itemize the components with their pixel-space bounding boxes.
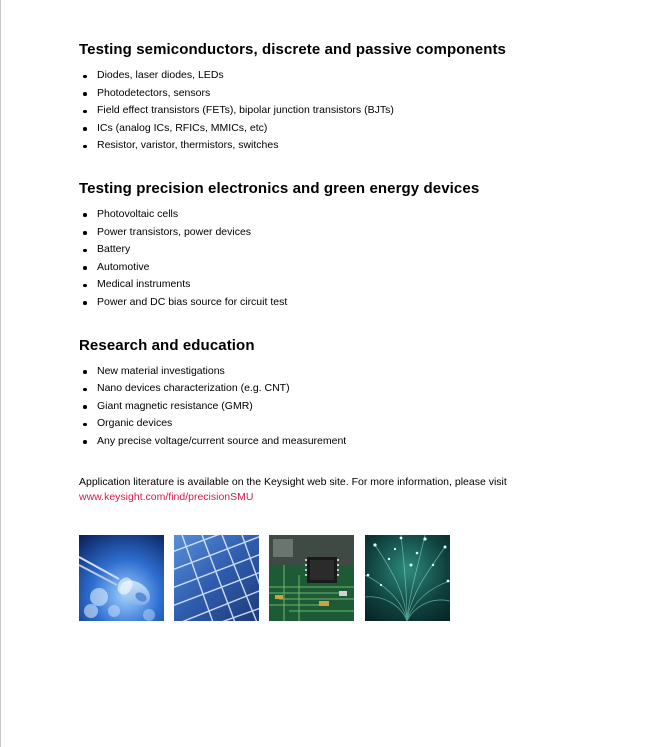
- document-content: [79, 40, 624, 505]
- list-item: [79, 102, 624, 120]
- list-item-text: Power transistors, power devices: [97, 225, 252, 238]
- bullet-icon: [83, 388, 87, 392]
- list-item-text: Nano devices characterization (e.g. CNT): [97, 382, 290, 395]
- circuit-board-image: [269, 535, 354, 621]
- list-item: [79, 259, 624, 277]
- list-item-text: Resistor, varistor, thermistors, switches: [97, 139, 279, 152]
- list-item-text: Organic devices: [97, 417, 173, 430]
- bullet-icon: [83, 213, 87, 217]
- list-item: [79, 137, 624, 155]
- list-item-text: Power and DC bias source for circuit test: [97, 295, 288, 308]
- led-image: [79, 535, 164, 621]
- led-icon: [79, 535, 164, 621]
- list-item-text: Giant magnetic resistance (GMR): [97, 399, 253, 412]
- list-item: [79, 363, 624, 381]
- list-item-text: Medical instruments: [97, 278, 191, 291]
- bullet-icon: [83, 301, 87, 305]
- section-semiconductors: [79, 40, 624, 155]
- list-item-text: Automotive: [97, 260, 150, 273]
- keysight-link[interactable]: www.keysight.com/find/precisionSMU: [79, 490, 254, 503]
- list-item-text: Photodetectors, sensors: [97, 86, 211, 99]
- bullet-icon: [83, 127, 87, 131]
- list-item: [79, 398, 624, 416]
- list-item: [79, 85, 624, 103]
- list-item: [79, 67, 624, 85]
- list-item-text: Field effect transistors (FETs), bipolar junction transistors (BJTs): [97, 104, 394, 117]
- list-item: [79, 241, 624, 259]
- bullet-icon: [83, 423, 87, 427]
- list-item: [79, 120, 624, 138]
- bullet-icon: [83, 92, 87, 96]
- bullet-icon: [83, 370, 87, 374]
- bullet-icon: [83, 75, 87, 79]
- section-title: Research and education: [79, 336, 255, 354]
- list-item: [79, 433, 624, 451]
- section-title: Testing precision electronics and green energy devices: [79, 179, 480, 197]
- list-item: [79, 206, 624, 224]
- fiber-optic-icon: [365, 535, 450, 621]
- list-item-text: Any precise voltage/current source and measurement: [97, 434, 347, 447]
- circuit-board-icon: [269, 535, 354, 621]
- bullet-icon: [83, 405, 87, 409]
- solar-panel-icon: [174, 535, 259, 621]
- bullet-icon: [83, 266, 87, 270]
- bullet-icon: [83, 110, 87, 114]
- fiber-optic-image: [365, 535, 450, 621]
- list-item-text: ICs (analog ICs, RFICs, MMICs, etc): [97, 121, 268, 134]
- application-note: [79, 475, 624, 505]
- list-item-text: New material investigations: [97, 364, 225, 377]
- list-item: [79, 294, 624, 312]
- bullet-list: [79, 363, 624, 451]
- bullet-icon: [83, 249, 87, 253]
- bullet-icon: [83, 284, 87, 288]
- bullet-list: [79, 67, 624, 155]
- list-item: [79, 415, 624, 433]
- list-item: [79, 224, 624, 242]
- note-text: Application literature is available on the Keysight web site. For more information, please visit: [79, 475, 507, 488]
- bullet-icon: [83, 145, 87, 149]
- section-research-education: [79, 336, 624, 451]
- bullet-icon: [83, 231, 87, 235]
- bullet-icon: [83, 440, 87, 444]
- list-item-text: Battery: [97, 243, 131, 256]
- section-title: Testing semiconductors, discrete and passive components: [79, 41, 507, 58]
- bullet-list: [79, 206, 624, 312]
- list-item-text: Photovoltaic cells: [97, 207, 179, 220]
- list-item-text: Diodes, laser diodes, LEDs: [97, 69, 224, 81]
- list-item: [79, 380, 624, 398]
- solar-panel-image: [174, 535, 259, 621]
- section-precision-electronics: [79, 179, 624, 312]
- list-item: [79, 276, 624, 294]
